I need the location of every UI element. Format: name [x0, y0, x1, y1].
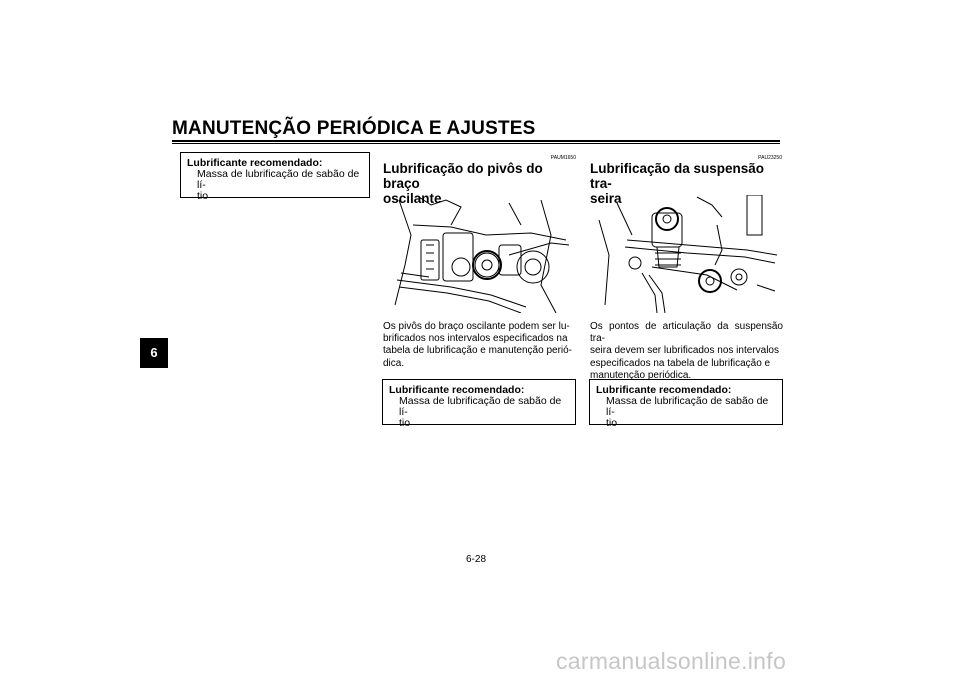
header-rule-thin	[172, 143, 780, 144]
section-title-rear-suspension: Lubrificação da suspensão tra- seira	[590, 161, 765, 206]
lubricant-label: Lubrificante recomendado:	[389, 384, 525, 396]
section-paragraph-swingarm: Os pivôs do braço oscilante podem ser lu- brificados nos intervalos especificados na tabela de lubrificação e manutenção perió- dica.	[383, 321, 573, 369]
section-paragraph-rear-suspension: Os pontos de articulação da suspensão tra- seira devem ser lubrificados nos intervalos especificados na tabela de lubrificação e manutenção periódica.	[590, 321, 783, 381]
lubricant-label: Lubrificante recomendado:	[187, 157, 323, 169]
section-title-swingarm: Lubrificação do pivôs do braço oscilante	[383, 161, 543, 206]
lubricant-label: Lubrificante recomendado:	[596, 384, 732, 396]
swingarm-pivot-illustration	[391, 195, 576, 313]
rear-suspension-illustration	[597, 195, 782, 313]
watermark: carmanualsonline.info	[556, 648, 787, 674]
chapter-tab: 6	[140, 338, 168, 368]
lubricant-box-middle	[382, 379, 576, 429]
section-code: PAU23250	[758, 155, 782, 161]
lubricant-value: Massa de lubrificação de sabão de lí- tio	[197, 168, 360, 202]
lubricant-value: Massa de lubrificação de sabão de lí- tio	[606, 395, 769, 429]
section-code: PAUM1650	[550, 155, 576, 161]
page-number: 6-28	[466, 554, 487, 565]
lubricant-value: Massa de lubrificação de sabão de lí- tio	[399, 395, 562, 429]
header-rule	[172, 140, 780, 142]
page-title: MANUTENÇÃO PERIÓDICA E AJUSTES	[172, 118, 536, 139]
lubricant-box-right	[589, 379, 783, 429]
lubricant-box-left	[180, 152, 370, 202]
